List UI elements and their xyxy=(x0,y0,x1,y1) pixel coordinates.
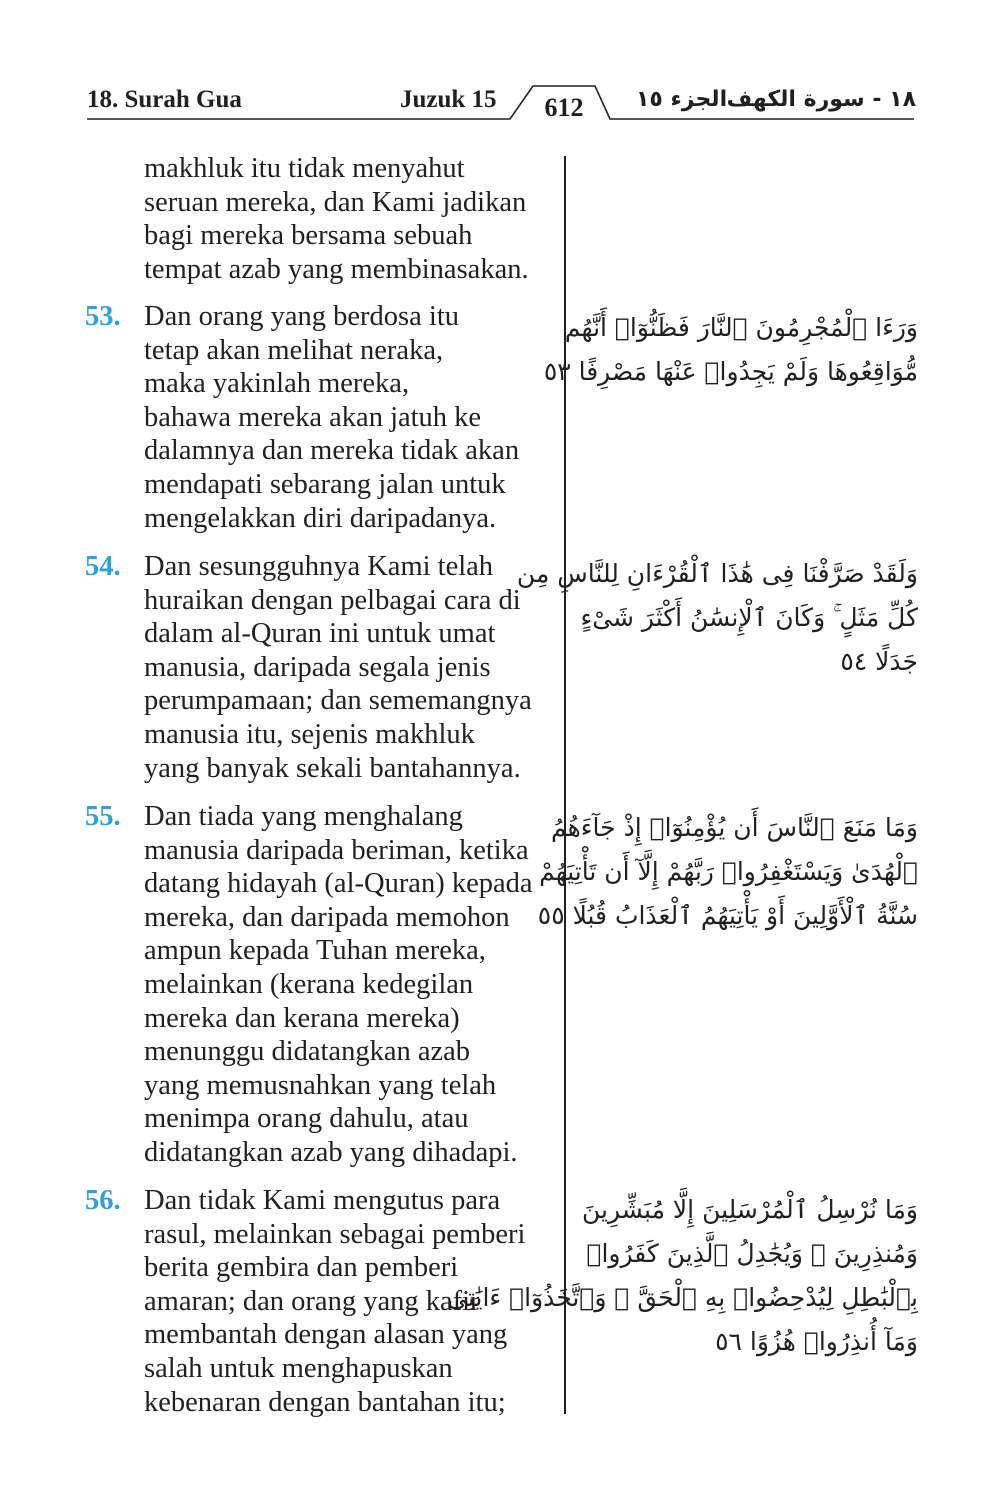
text-line: Dan tidak Kami mengutus para xyxy=(144,1185,501,1216)
verse-number: 56. xyxy=(85,1185,121,1216)
surah-title: 18. Surah Gua xyxy=(87,86,242,113)
text-line: Dan tiada yang menghalang xyxy=(144,801,463,832)
arabic-line: وَمَآ أُنذِرُوا۟ هُزُوًا ٥٦ xyxy=(715,1327,918,1356)
text-line: manusia itu, sejenis makhluk xyxy=(144,718,475,750)
verse-number: 53. xyxy=(85,301,121,332)
text-line: kebenaran dengan bantahan itu; xyxy=(144,1386,506,1418)
header-rule xyxy=(0,0,1000,130)
text-line: berita gembira dan pemberi xyxy=(144,1252,459,1284)
arabic-juz-label: الجزء ١٥ xyxy=(636,87,728,112)
text-line: tetap akan melihat neraka, xyxy=(144,334,444,366)
text-line: salah untuk menghapuskan xyxy=(144,1352,453,1384)
text-line: manusia daripada beriman, ketika xyxy=(144,834,529,866)
text-line: yang banyak sekali bantahannya. xyxy=(144,752,521,784)
text-line: menimpa orang dahulu, atau xyxy=(144,1103,469,1135)
text-line: Dan orang yang berdosa itu xyxy=(144,301,459,332)
arabic-line: وَمَا نُرْسِلُ ٱلْمُرْسَلِينَ إِلَّا مُبَشِّرِينَ xyxy=(581,1195,918,1224)
text-line: membantah dengan alasan yang xyxy=(144,1319,508,1351)
text-line: huraikan dengan pelbagai cara di xyxy=(144,584,521,616)
page-number: 612 xyxy=(544,93,584,122)
text-line: ampun kepada Tuhan mereka, xyxy=(144,935,486,967)
verse-number: 55. xyxy=(85,801,121,832)
arabic-line: جَدَلًا ٥٤ xyxy=(840,647,918,676)
text-line: makhluk itu tidak menyahut xyxy=(144,153,465,184)
verse-53-arabic xyxy=(543,306,918,394)
text-line: maka yakinlah mereka, xyxy=(144,368,410,400)
text-line: bagi mereka bersama sebuah xyxy=(144,220,473,252)
text-line: mendapati sebarang jalan untuk xyxy=(144,468,506,500)
arabic-line: وَمَا مَنَعَ ٱلنَّاسَ أَن يُؤْمِنُوٓا۟ إِذْ جَآءَهُمُ xyxy=(550,813,918,842)
text-line: dalam al-Quran ini untuk umat xyxy=(144,618,496,650)
continuation-lines xyxy=(144,152,529,286)
text-line: perumpamaan; dan sememangnya xyxy=(144,685,532,717)
text-line: dalamnya dan mereka tidak akan xyxy=(144,435,520,467)
text-line: melainkan (kerana kedegilan xyxy=(144,968,474,1000)
text-line: amaran; dan orang yang kafir xyxy=(144,1285,480,1317)
text-line: mereka dan kerana mereka) xyxy=(144,1002,460,1034)
text-line: seruan mereka, dan Kami jadikan xyxy=(144,186,527,218)
text-line: menunggu didatangkan azab xyxy=(144,1036,471,1068)
verse-56-arabic xyxy=(447,1188,918,1364)
arabic-line: ٱلْهُدَىٰ وَيَسْتَغْفِرُوا۟ رَبَّهُمْ إِلَّآ أَن تَأْتِيَهُمْ xyxy=(539,857,918,886)
text-line: didatangkan azab yang dihadapi. xyxy=(144,1136,518,1168)
juzuk-label: Juzuk 15 xyxy=(400,86,497,113)
arabic-line: كُلِّ مَثَلٍ ۚ وَكَانَ ٱلْإِنسَٰنُ أَكْثَرَ شَىْءٍ xyxy=(580,603,918,632)
arabic-line: وَلَقَدْ صَرَّفْنَا فِى هَٰذَا ٱلْقُرْءَانِ لِلنَّاسِ مِن xyxy=(516,559,918,588)
arabic-line: بِٱلْبَٰطِلِ لِيُدْحِضُوا۟ بِهِ ٱلْحَقَّ ۖ وَٱتَّخَذُوٓا۟ ءَايَٰتِى xyxy=(447,1283,918,1312)
text-line: tempat azab yang membinasakan. xyxy=(144,253,529,285)
text-line: rasul, melainkan sebagai pemberi xyxy=(144,1218,526,1250)
text-line: Dan sesungguhnya Kami telah xyxy=(144,551,494,582)
text-line: yang memusnahkan yang telah xyxy=(144,1069,497,1101)
arabic-line: مُّوَاقِعُوهَا وَلَمْ يَجِدُوا۟ عَنْهَا مَصْرِفًا ٥٣ xyxy=(543,357,918,386)
arabic-line: وَمُنذِرِينَ ۚ وَيُجَٰدِلُ ٱلَّذِينَ كَفَرُوا۟ xyxy=(586,1239,918,1268)
text-line: mereka, dan daripada memohon xyxy=(144,901,510,933)
verse-55-arabic xyxy=(537,806,918,938)
text-line: manusia, daripada segala jenis xyxy=(144,651,491,683)
text-line: datang hidayah (al-Quran) kepada xyxy=(144,868,533,900)
arabic-line: سُنَّةُ ٱلْأَوَّلِينَ أَوْ يَأْتِيَهُمُ ٱلْعَذَابُ قُبُلًا ٥٥ xyxy=(537,901,918,930)
text-line: bahawa mereka akan jatuh ke xyxy=(144,401,482,433)
arabic-surah-label: ١٨ - سورة الكهف xyxy=(726,87,916,112)
verse-54-arabic xyxy=(516,552,918,684)
verse-number: 54. xyxy=(85,551,121,582)
arabic-line: وَرَءَا ٱلْمُجْرِمُونَ ٱلنَّارَ فَظَنُّوٓا۟ أَنَّهُم xyxy=(564,313,918,342)
text-line: mengelakkan diri daripadanya. xyxy=(144,502,497,534)
